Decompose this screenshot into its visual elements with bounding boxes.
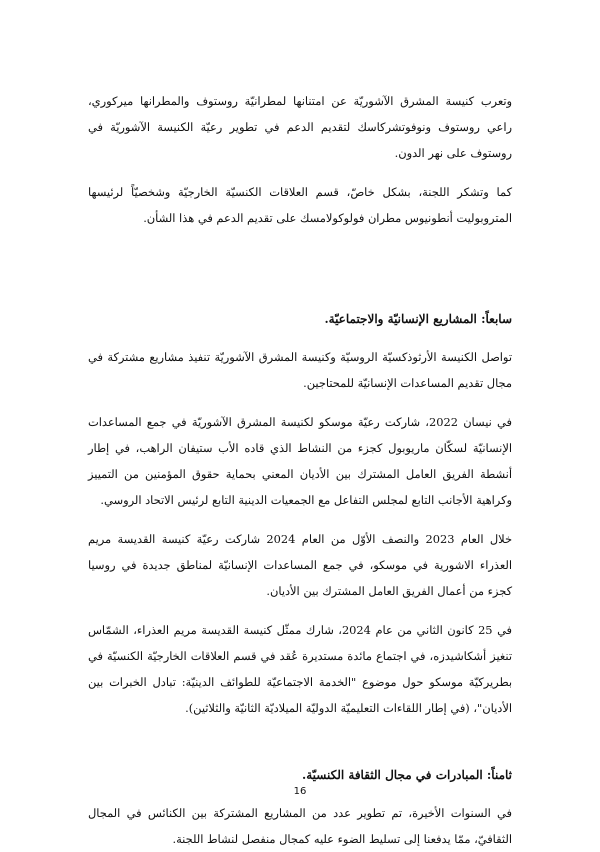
page-number: 16 <box>293 786 307 797</box>
section-spacer <box>88 244 512 306</box>
section-8-heading: ثامناً: المبادرات في مجال الثقافة الكنسيّة. <box>302 768 512 782</box>
section-7-paragraph-2: في نيسان 2022، شاركت رعيّة موسكو لكنيسة المشرق الآشوريّة في جمع المساعدات الإنسانيّة لسكّان ماريوبول كجزء من النشاط الذي قاده الأب ستيفان الراهب، في إطار أنشطة الفريق العامل المشترك بين الأديان المعني بحماية حقوق المؤمنين من التمييز وكراهية الأجانب التابع لمجلس التفاعل مع الجمعيات الدينية التابع لرئيس الاتحاد الروسي. <box>88 415 512 507</box>
intro-paragraph-1: وتعرب كنيسة المشرق الآشوريّة عن امتنانها لمطرانيّة روستوف والمطرانها ميركوري، راعي روستوف ونوفوتشركاسك لتقديم الدعم في تطوير رعيّة الكنيسة الآشوريّة في روستوف على نهر الدون. <box>88 94 512 160</box>
section-8-paragraph-1: في السنوات الأخيرة، تم تطوير عدد من المشاريع المشتركة بين الكنائس في المجال الثقافيّ، ممّا يدفعنا إلى تسليط الضوء عليه كمجال منفصل لنشاط اللجنة. <box>88 806 512 846</box>
section-7-paragraph-1: تواصل الكنيسة الأرثوذكسيّة الروسيّة وكنيسة المشرق الآشوريّة تنفيذ مشاريع مشتركة في مجال تقديم المساعدات الإنسانيّة للمحتاجين. <box>88 350 512 390</box>
section-spacer <box>88 734 512 762</box>
section-7-paragraph-3: خلال العام 2023 والنصف الأوّل من العام 2024 شاركت رعيّة كنيسة القديسة مريم العذراء الاشورية في موسكو، في جمع المساعدات الإنسانيّة لمناطق جديدة في روسيا كجزء من أعمال الفريق العامل المشترك بين الأديان. <box>88 532 512 598</box>
section-7-paragraph-4: في 25 كانون الثاني من عام 2024، شارك ممثّل كنيسة القديسة مريم العذراء، الشمّاس تنغيز أشكاشيدزه، في اجتماع مائدة مستديرة عُقد في قسم العلاقات الخارجيّة الكنسيّة في بطريركيّة موسكو حول موضوع "الخدمة الاجتماعيّة للطوائف الدينيّة: تبادل الخبرات بين الأديان"، (في إطار اللقاءات التعليميّة الدوليّة الميلاديّة الثانيّة والثلاثين). <box>88 623 513 715</box>
section-7-heading: سابعاً: المشاريع الإنسانيّة والاجتماعيّة. <box>324 312 512 326</box>
intro-paragraph-2: كما وتشكر اللجنة، بشكل خاصّ، قسم العلاقات الكنسيّة الخارجيّة وشخصيّاً لرئيسها المتروبوليت أنطونيوس مطران فولوكولامسك على تقديم الدعم في هذا الشأن. <box>88 185 512 225</box>
